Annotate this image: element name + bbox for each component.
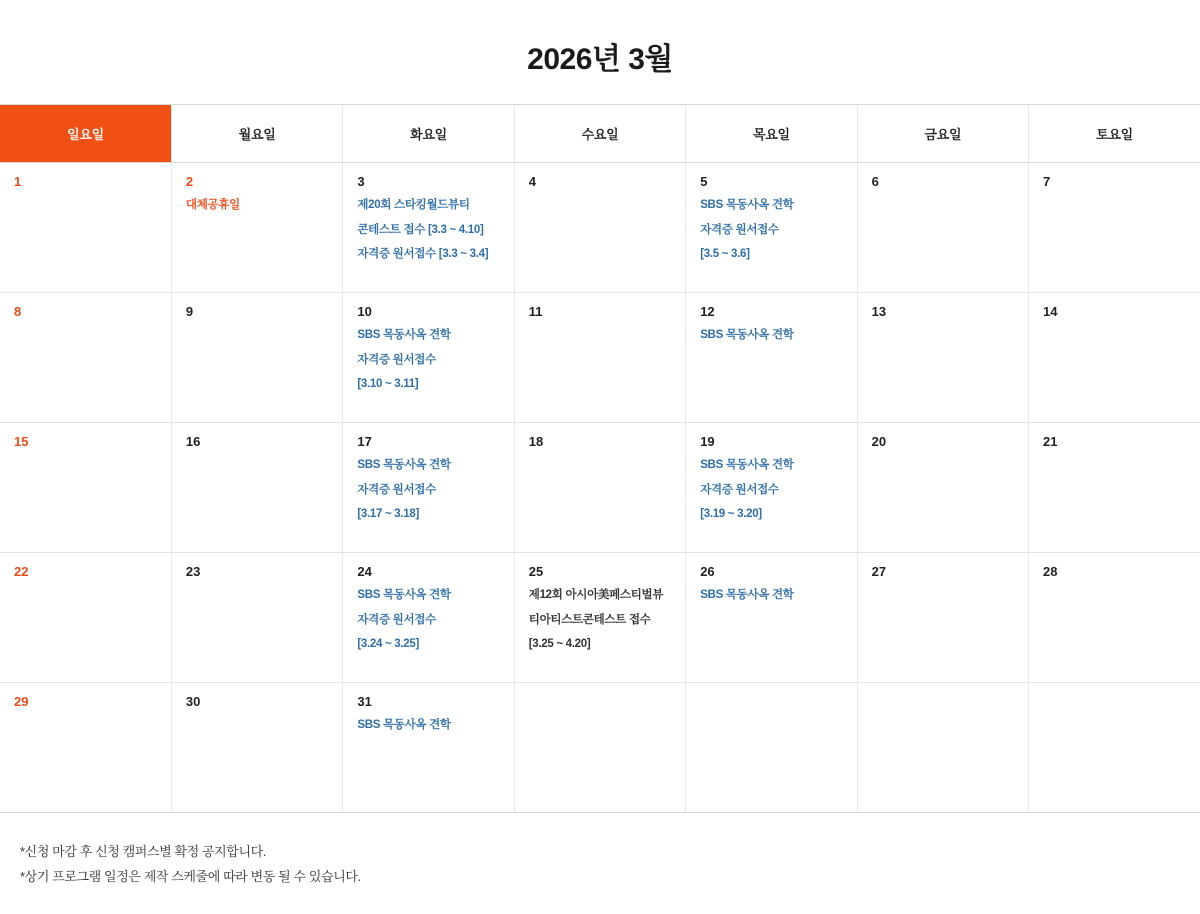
calendar-day-cell[interactable] [0, 163, 171, 293]
calendar-day-cell[interactable] [1029, 293, 1200, 423]
day-number: 3 [357, 174, 365, 189]
day-number: 8 [14, 304, 22, 319]
day-number: 9 [185, 304, 194, 319]
day-number: 29 [14, 694, 29, 709]
page-title: 2026년 3월 [527, 43, 673, 76]
calendar-day-cell[interactable] [857, 163, 1028, 293]
calendar-day-cell[interactable] [343, 553, 514, 683]
day-number: 17 [357, 434, 372, 449]
calendar-table [0, 104, 1200, 813]
calendar-day-cell[interactable] [171, 293, 342, 423]
event-text[interactable]: 자격증 원서접수 [357, 353, 436, 366]
calendar-day-cell[interactable] [171, 683, 342, 813]
day-number: 20 [871, 434, 887, 449]
calendar-day-cell[interactable] [514, 163, 685, 293]
event-text[interactable]: SBS 목동사옥 견학 [700, 329, 794, 342]
event-text[interactable]: SBS 목동사옥 견학 [700, 199, 794, 212]
calendar-day-cell[interactable] [343, 163, 514, 293]
calendar-day-cell[interactable] [343, 683, 514, 813]
event-text[interactable]: SBS 목동사옥 견학 [700, 589, 794, 602]
event-text[interactable]: 티아티스트콘테스트 접수 [528, 613, 651, 626]
day-number: 5 [700, 174, 708, 189]
event-text[interactable]: [3.17 ~ 3.18] [357, 507, 419, 520]
calendar-day-cell[interactable] [686, 163, 857, 293]
day-number: 21 [1043, 434, 1058, 449]
day-number: 26 [700, 564, 715, 579]
calendar-day-cell[interactable] [343, 293, 514, 423]
calendar-day-cell[interactable] [857, 293, 1028, 423]
event-text[interactable]: [3.19 ~ 3.20] [700, 507, 762, 520]
weekday-header-4: 목요일 [686, 105, 857, 163]
calendar-day-cell[interactable] [857, 423, 1028, 553]
event-text[interactable]: 대체공휴일 [185, 199, 240, 212]
calendar-day-cell[interactable] [686, 293, 857, 423]
calendar-day-cell[interactable] [1029, 163, 1200, 293]
day-number: 13 [871, 304, 887, 319]
event-text[interactable]: 제20회 스타킹월드뷰티 [357, 199, 470, 212]
weekday-header-6: 토요일 [1029, 105, 1200, 163]
calendar-empty-cell [686, 683, 857, 813]
footer-note: *상기 프로그램 일정은 제작 스케줄에 따라 변동 될 수 있습니다. [20, 868, 361, 884]
calendar-day-cell[interactable] [686, 553, 857, 683]
day-number: 30 [185, 694, 201, 709]
day-number: 11 [528, 304, 543, 319]
calendar-empty-cell [514, 683, 685, 813]
calendar-empty-cell [1029, 683, 1200, 813]
calendar-day-cell[interactable] [0, 553, 171, 683]
event-text[interactable]: 자격증 원서접수 [3.3 ~ 3.4] [357, 247, 489, 260]
weekday-header-2: 화요일 [343, 105, 514, 163]
calendar-day-cell[interactable] [686, 423, 857, 553]
calendar-day-cell[interactable] [514, 553, 685, 683]
calendar-empty-cell [857, 683, 1028, 813]
day-number: 1 [14, 174, 22, 189]
weekday-header-3: 수요일 [514, 105, 685, 163]
footer-notes [0, 813, 1200, 889]
calendar-header-row [0, 105, 1200, 163]
event-text[interactable]: 자격증 원서접수 [357, 483, 436, 496]
calendar-day-cell[interactable] [514, 423, 685, 553]
event-text[interactable]: 제12회 아시아美페스티벌뷰 [528, 589, 664, 602]
event-text[interactable]: SBS 목동사옥 견학 [357, 329, 451, 342]
day-number: 25 [528, 564, 544, 579]
weekday-header-0: 일요일 [0, 105, 171, 163]
calendar-day-cell[interactable] [0, 423, 171, 553]
event-text[interactable]: 자격증 원서접수 [700, 223, 779, 236]
day-number: 12 [700, 304, 715, 319]
weekday-header-5: 금요일 [857, 105, 1028, 163]
event-text[interactable]: [3.24 ~ 3.25] [357, 637, 419, 650]
day-number: 24 [357, 564, 372, 579]
day-number: 2 [185, 174, 194, 189]
event-text[interactable]: SBS 목동사옥 견학 [357, 589, 451, 602]
calendar-body [0, 163, 1200, 813]
calendar-week-row [0, 683, 1200, 813]
calendar-day-cell[interactable] [0, 683, 171, 813]
calendar-day-cell[interactable] [171, 423, 342, 553]
day-number: 6 [871, 174, 879, 189]
event-text[interactable]: 자격증 원서접수 [700, 483, 779, 496]
calendar-week-row [0, 423, 1200, 553]
calendar-week-row [0, 293, 1200, 423]
calendar-week-row [0, 553, 1200, 683]
day-number: 28 [1043, 564, 1058, 579]
calendar-day-cell[interactable] [514, 293, 685, 423]
event-text[interactable]: SBS 목동사옥 견학 [700, 459, 794, 472]
day-number: 16 [185, 434, 201, 449]
calendar-day-cell[interactable] [0, 293, 171, 423]
day-number: 23 [185, 564, 201, 579]
event-text[interactable]: SBS 목동사옥 견학 [357, 459, 451, 472]
calendar-day-cell[interactable] [171, 163, 342, 293]
calendar-day-cell[interactable] [171, 553, 342, 683]
day-number: 7 [1043, 174, 1051, 189]
day-number: 22 [14, 564, 29, 579]
day-number: 15 [14, 434, 29, 449]
event-text[interactable]: 콘테스트 접수 [3.3 ~ 4.10] [357, 223, 484, 236]
event-text[interactable]: SBS 목동사옥 견학 [357, 719, 451, 732]
day-number: 18 [528, 434, 544, 449]
day-number: 4 [528, 174, 536, 189]
calendar-week-row [0, 163, 1200, 293]
weekday-header-1: 월요일 [171, 105, 342, 163]
calendar-day-cell[interactable] [343, 423, 514, 553]
footer-note: *신청 마감 후 신청 캠퍼스별 확정 공지합니다. [20, 844, 266, 859]
day-number: 19 [700, 434, 715, 449]
day-number: 10 [357, 304, 372, 319]
event-text[interactable]: 자격증 원서접수 [357, 613, 436, 626]
calendar-day-cell[interactable] [857, 553, 1028, 683]
event-text[interactable]: [3.10 ~ 3.11] [357, 377, 419, 390]
day-number: 31 [357, 694, 372, 709]
event-text[interactable]: [3.5 ~ 3.6] [700, 247, 750, 260]
calendar-day-cell[interactable] [1029, 423, 1200, 553]
calendar-day-cell[interactable] [1029, 553, 1200, 683]
event-text[interactable]: [3.25 ~ 4.20] [528, 637, 591, 650]
day-number: 14 [1043, 304, 1058, 319]
day-number: 27 [871, 564, 887, 579]
